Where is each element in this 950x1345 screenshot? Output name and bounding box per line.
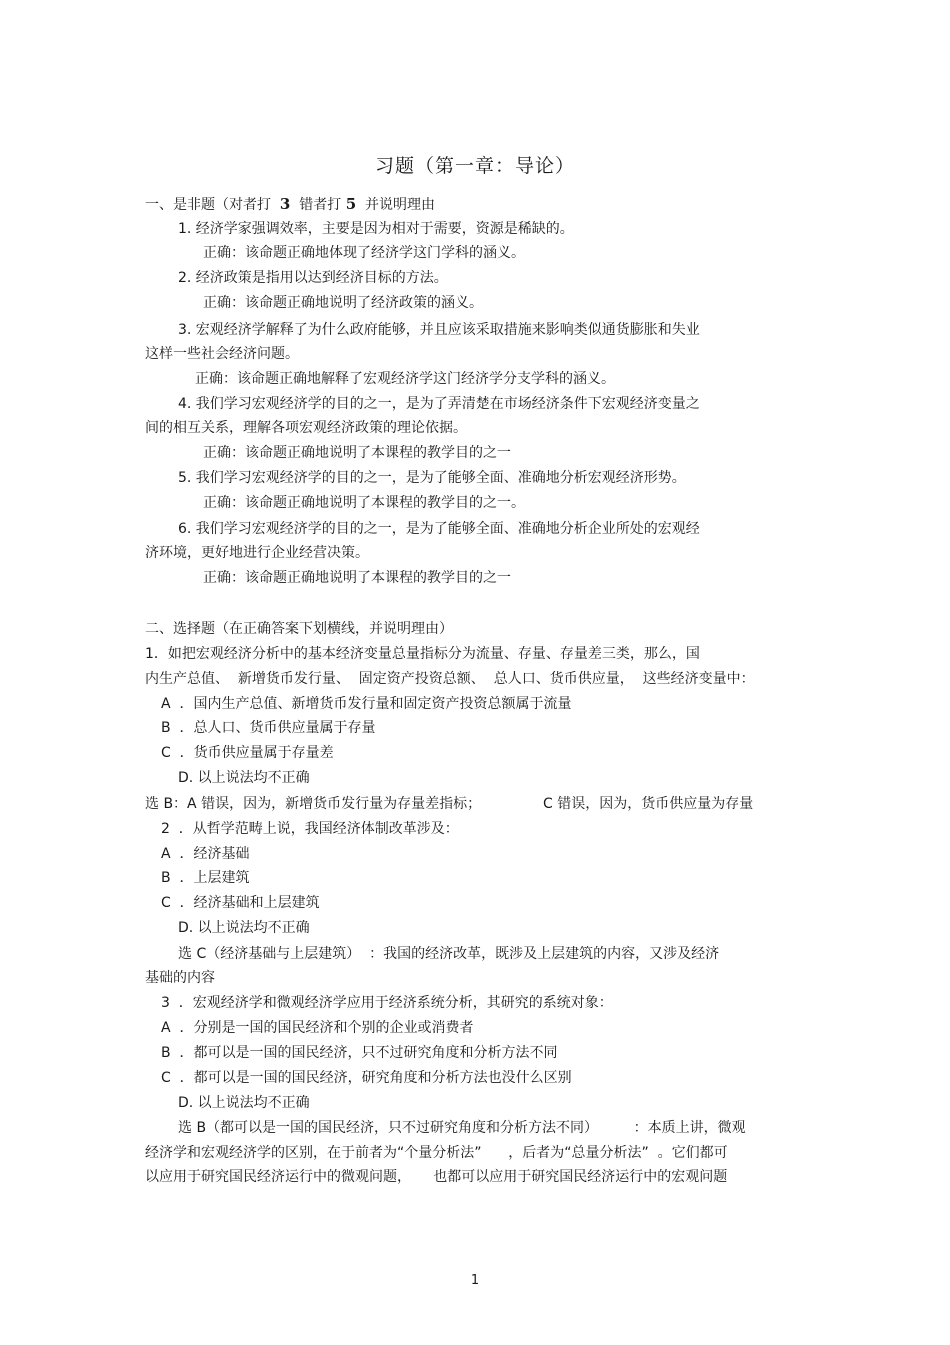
option-2-1-a: A ．国内生产总值、新增货币发行量和固定资产投资总额属于流量: [161, 696, 572, 712]
option-2-2-b: B ．上层建筑: [161, 870, 250, 886]
answer-2-3-line3: 以应用于研究国民经济运行中的微观问题， 也都可以应用于研究国民经济运行中的宏观问题: [145, 1169, 728, 1185]
false-mark: 5: [345, 195, 357, 213]
answer-1-4: 正确：该命题正确地说明了本课程的教学目的之一: [203, 445, 511, 461]
question-1-5: 5. 我们学习宏观经济学的目的之一，是为了能够全面、准确地分析宏观经济形势。: [178, 470, 686, 486]
answer-2-3-line2: 经济学和宏观经济学的区别，在于前者为“个量分析法” ，后者为“总量分析法” 。它们都可: [145, 1145, 728, 1161]
option-2-1-b: B ．总人口、货币供应量属于存量: [161, 720, 376, 736]
question-2-1-line2: 内生产总值、 新增货币发行量、 固定资产投资总额、 总人口、货币供应量， 这些经济变量中：: [145, 671, 755, 687]
question-2-1-line1: 1．如把宏观经济分析中的基本经济变量总量指标分为流量、存量、存量差三类，那么，国: [145, 646, 700, 662]
question-1-4-line1: 4. 我们学习宏观经济学的目的之一，是为了弄清楚在市场经济条件下宏观经济变量之: [178, 396, 700, 412]
answer-2-2-line1: 选 C（经济基础与上层建筑） ：我国的经济改革，既涉及上层建筑的内容，又涉及经济: [178, 946, 720, 962]
answer-2-1-part1: 选 B：A 错误，因为，新增货币发行量为存量差指标；: [145, 796, 482, 812]
question-2-2: 2 ．从哲学范畴上说，我国经济体制改革涉及：: [161, 821, 459, 837]
answer-2-1-part2: C 错误，因为，货币供应量为存量: [543, 796, 754, 812]
section1-heading: [145, 194, 435, 215]
option-2-3-b: B ．都可以是一国的国民经济，只不过研究角度和分析方法不同: [161, 1045, 558, 1061]
page-number: 1: [470, 1273, 480, 1288]
answer-1-3: 正确：该命题正确地解释了宏观经济学这门经济学分支学科的涵义。: [195, 371, 615, 387]
question-1-3-line1: 3. 宏观经济学解释了为什么政府能够，并且应该采取措施来影响类似通货膨胀和失业: [178, 322, 700, 338]
page-title: 习题（第一章：导论）: [374, 155, 575, 177]
heading-text-pre: 一、是非题（对者打: [145, 197, 271, 213]
question-1-6-line1: 6. 我们学习宏观经济学的目的之一，是为了能够全面、准确地分析企业所处的宏观经: [178, 521, 700, 537]
option-2-2-c: C ．经济基础和上层建筑: [161, 895, 320, 911]
answer-1-1: 正确：该命题正确地体现了经济学这门学科的涵义。: [203, 245, 525, 261]
heading-text-mid: 错者打: [299, 197, 342, 213]
option-2-1-d: D. 以上说法均不正确: [178, 770, 310, 786]
answer-2-3-line1: 选 B（都可以是一国的国民经济，只不过研究角度和分析方法不同） ：本质上讲，微观: [178, 1120, 746, 1136]
question-1-4-line2: 间的相互关系，理解各项宏观经济政策的理论依据。: [145, 420, 467, 436]
option-2-2-d: D. 以上说法均不正确: [178, 920, 310, 936]
option-2-3-d: D. 以上说法均不正确: [178, 1095, 310, 1111]
question-1-1: 1. 经济学家强调效率，主要是因为相对于需要，资源是稀缺的。: [178, 221, 574, 237]
section2-heading: 二、选择题（在正确答案下划横线，并说明理由）: [145, 621, 453, 637]
answer-2-2-line2: 基础的内容: [145, 970, 215, 986]
true-mark: 3: [279, 195, 291, 213]
option-2-2-a: A ．经济基础: [161, 846, 250, 862]
question-1-2: 2. 经济政策是指用以达到经济目标的方法。: [178, 270, 448, 286]
heading-text-post: 并说明理由: [365, 197, 436, 213]
question-1-3-line2: 这样一些社会经济问题。: [145, 346, 299, 362]
option-2-1-c: C ．货币供应量属于存量差: [161, 745, 334, 761]
question-2-3: 3 ．宏观经济学和微观经济学应用于经济系统分析，其研究的系统对象：: [161, 995, 613, 1011]
question-1-6-line2: 济环境，更好地进行企业经营决策。: [145, 545, 369, 561]
option-2-3-a: A ．分别是一国的国民经济和个别的企业或消费者: [161, 1020, 474, 1036]
answer-1-6: 正确：该命题正确地说明了本课程的教学目的之一: [203, 570, 511, 586]
answer-1-5: 正确：该命题正确地说明了本课程的教学目的之一。: [203, 495, 525, 511]
answer-1-2: 正确：该命题正确地说明了经济政策的涵义。: [203, 295, 483, 311]
option-2-3-c: C ．都可以是一国的国民经济，研究角度和分析方法也没什么区别: [161, 1070, 572, 1086]
